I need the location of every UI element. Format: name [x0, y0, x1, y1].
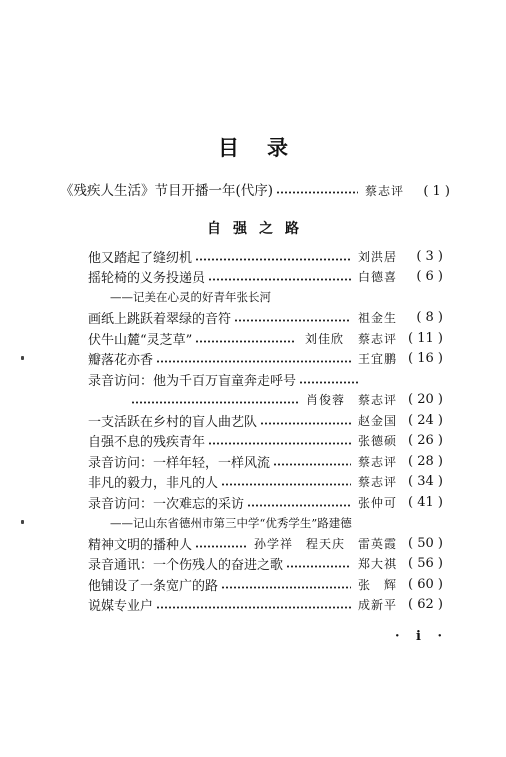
entry-page: ( 50 ): [408, 535, 443, 551]
leader-dots: [208, 441, 351, 446]
entry-title: 画纸上跳跃着翠绿的音符: [88, 312, 232, 328]
toc-entry: [88, 308, 443, 329]
leader-dots: [273, 462, 351, 467]
toc-entry: [88, 431, 443, 452]
leader-dots: [276, 190, 358, 195]
entry-author: 张仲可: [357, 495, 397, 510]
entry-coauthor: 刘佳欣: [304, 331, 344, 346]
leader-dots: [299, 380, 359, 385]
toc-entry: [88, 410, 443, 431]
toc-list: [88, 246, 443, 615]
entry-title: 自强不息的残疾青年: [88, 435, 206, 451]
entry-author: 孙学祥 程天庆 雷英霞: [253, 536, 397, 551]
entry-page: ( 41 ): [408, 494, 443, 510]
entry-page: ( 3 ): [416, 248, 443, 264]
leader-dots: [234, 318, 351, 323]
toc-entry: [88, 574, 443, 595]
entry-author: 赵金国: [357, 413, 397, 428]
toc-entry: [88, 472, 443, 493]
page-number: · i ·: [395, 629, 449, 644]
entry-page: ( 56 ): [408, 556, 443, 572]
entry-page: ( 24 ): [408, 412, 443, 428]
leader-dots: [286, 564, 351, 569]
entry-page: ( 60 ): [408, 576, 443, 592]
entry-page: ( 20 ): [408, 392, 443, 408]
toc-subtitle: [88, 287, 443, 308]
entry-author: 蔡志评: [357, 475, 397, 490]
entry-author: 刘洪居: [357, 249, 397, 264]
page-title: 目录: [218, 135, 316, 160]
leader-dots: [208, 277, 351, 282]
entry-author: 蔡志评: [357, 454, 397, 469]
entry-page: ( 8 ): [416, 310, 443, 326]
leader-dots: [131, 400, 299, 405]
leader-dots: [156, 605, 351, 610]
entry-title: 伏牛山麓“灵芝草”: [88, 332, 193, 348]
toc-entry: [88, 390, 443, 411]
toc-entry: [88, 595, 443, 616]
entry-title: 瓣落花亦香: [88, 353, 154, 369]
entry-title: ——记美在心灵的好青年张长河: [110, 290, 271, 305]
entry-title: 非凡的毅力，非凡的人: [88, 476, 219, 492]
preface-entry: [60, 179, 450, 199]
entry-page: ( 6 ): [416, 269, 443, 285]
entry-page: ( 16 ): [408, 351, 443, 367]
entry-title: 说媒专业户: [88, 599, 154, 615]
entry-title: 录音通讯：一个伤残人的奋进之歌: [88, 558, 284, 574]
toc-entry: [88, 554, 443, 575]
entry-author: 肖俊蓉 蔡志评: [305, 393, 397, 408]
entry-author: 张德硕: [357, 434, 397, 449]
leader-dots: [247, 503, 351, 508]
preface-page: ( 1 ): [423, 184, 450, 199]
leader-dots: [221, 482, 351, 487]
toc-entry: [88, 267, 443, 288]
entry-title: 录音访问：一样年轻，一样风流: [88, 455, 271, 471]
toc-entry: [88, 349, 443, 370]
toc-subtitle: [88, 513, 443, 534]
entry-author: 蔡志评: [357, 331, 397, 346]
entry-page: ( 26 ): [408, 433, 443, 449]
entry-author: 张 辉: [357, 577, 397, 592]
leader-dots: [195, 544, 247, 549]
entry-title: 摇轮椅的义务投递员: [88, 271, 206, 287]
leader-dots: [156, 359, 351, 364]
leader-dots: [195, 339, 294, 344]
toc-entry: [88, 451, 443, 472]
entry-author: 郑大祺: [357, 557, 397, 572]
entry-author: 成新平: [357, 598, 397, 613]
scan-speck: [21, 356, 24, 360]
scan-speck: [21, 520, 24, 524]
toc-entry: [88, 328, 443, 349]
entry-author: 王宜鹏: [357, 352, 397, 367]
entry-author: 祖金生: [357, 311, 397, 326]
entry-title: 他铺设了一条宽广的路: [88, 578, 219, 594]
entry-title: 一支活跃在乡村的盲人曲艺队: [88, 414, 258, 430]
preface-title: 《残疾人生活》节目开播一年(代序): [60, 183, 274, 199]
entry-title: ——记山东省德州市第三中学“优秀学生”路建德: [110, 515, 352, 530]
preface-author: 蔡志评: [364, 184, 404, 198]
entry-page: ( 62 ): [408, 597, 443, 613]
entry-title: 精神文明的播种人: [88, 537, 193, 553]
entry-page: ( 28 ): [408, 453, 443, 469]
section-title: 自强之路: [207, 221, 311, 237]
entry-page: ( 34 ): [408, 474, 443, 490]
entry-title: 录音访问：他为千百万盲童奔走呼号: [88, 373, 297, 389]
toc-entry: [88, 492, 443, 513]
toc-entry: [88, 246, 443, 267]
leader-dots: [221, 585, 351, 590]
toc-entry: [88, 533, 443, 554]
entry-author: 白德喜: [357, 270, 397, 285]
leader-dots: [195, 257, 351, 262]
entry-title: 他又踏起了缝纫机: [88, 250, 193, 266]
leader-dots: [260, 421, 351, 426]
entry-page: ( 11 ): [408, 330, 443, 346]
entry-title: 录音访问：一次难忘的采访: [88, 496, 245, 512]
toc-entry: [88, 369, 443, 390]
